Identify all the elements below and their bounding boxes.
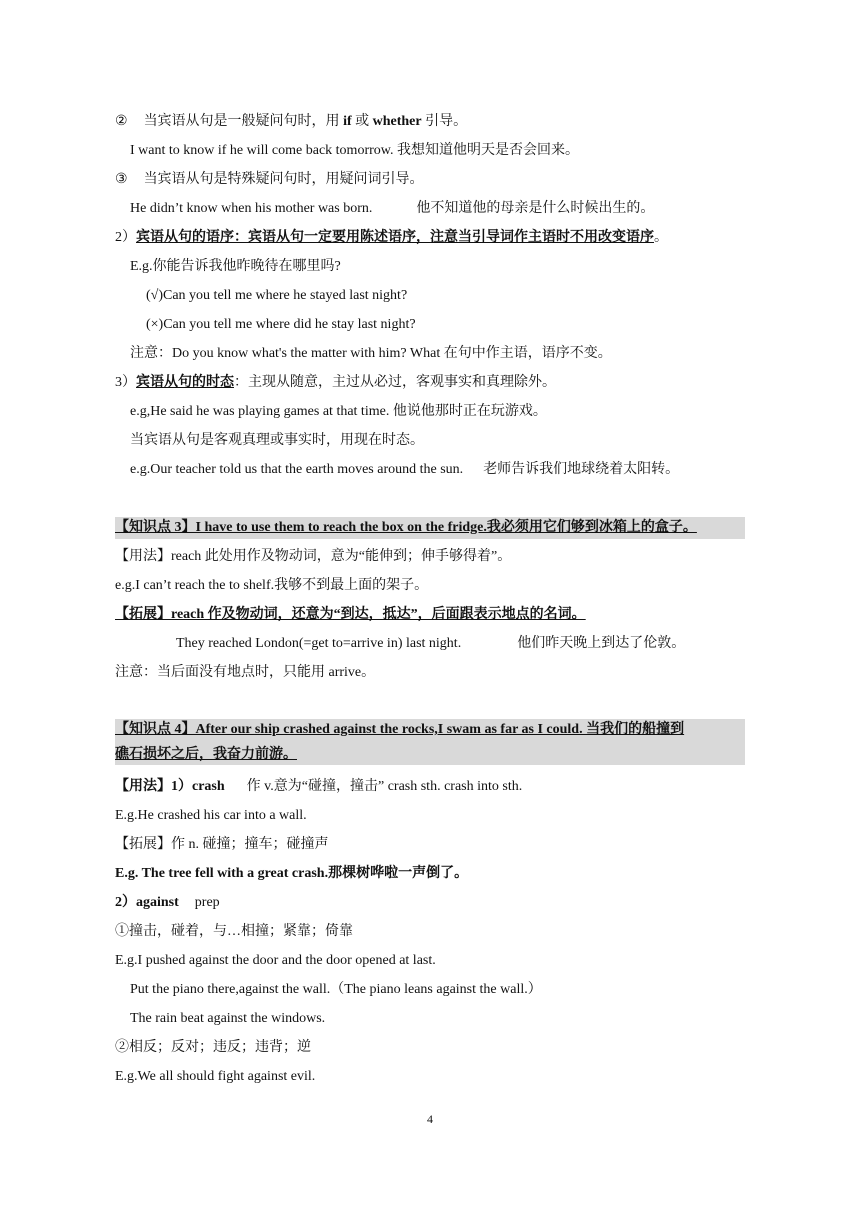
rule-heading: 宾语从句的语序：宾语从句一定要用陈述语序，注意当引导词作主语时不用改变语序 xyxy=(136,230,654,245)
text: 作 v.意为“碰撞，撞击” crash sth. crash into sth. xyxy=(246,779,523,794)
example-line: E.g.We all should fight against evil. xyxy=(115,1069,316,1084)
example-zh: 他们昨天晚上到达了伦敦。 xyxy=(517,636,686,651)
example-line: The rain beat against the windows. xyxy=(130,1011,326,1026)
example-line xyxy=(176,634,685,654)
usage-line xyxy=(115,777,522,797)
text-line: 当宾语从句是客观真理或事实时，用现在时态。 xyxy=(130,433,424,448)
example-line: E.g.He crashed his car into a wall. xyxy=(115,808,307,823)
keyword-if: if xyxy=(343,114,352,129)
meaning-line: ②相反；反对；违反；违背；逆 xyxy=(115,1040,311,1055)
knowledge-point-3-heading: 【知识点 3】I have to use them to reach the box on the fridge.我必须用它们够到冰箱上的盒子。 xyxy=(115,520,697,535)
sub-heading xyxy=(115,893,220,913)
text: 引导。 xyxy=(421,114,468,129)
extension-line: 【拓展】作 n. 碰撞；撞车；碰撞声 xyxy=(115,837,329,852)
circle-number: ③ xyxy=(115,172,128,187)
rule-tense xyxy=(115,373,556,393)
rule-number: 2） xyxy=(115,230,136,245)
knowledge-point-4-heading: 【知识点 4】After our ship crashed against the rocks,I swam as far as I could. 当我们的船撞到 xyxy=(115,722,685,737)
item-circle-2 xyxy=(115,112,467,132)
example-en: e.g.Our teacher told us that the earth moves around the sun. xyxy=(130,462,464,477)
example-line xyxy=(130,199,654,219)
example-en: They reached London(=get to=arrive in) last night. xyxy=(176,636,462,651)
example-line: E.g.你能告诉我他昨晚待在哪里吗? xyxy=(130,259,341,274)
knowledge-point-4-heading-cont: 礁石损坏之后，我奋力前游。 xyxy=(115,747,297,762)
example-wrong: (×)Can you tell me where did he stay last night? xyxy=(146,317,416,332)
text: 当宾语从句是特殊疑问句时，用疑问词引导。 xyxy=(143,172,424,187)
item-circle-3 xyxy=(115,170,424,190)
meaning-line: ①撞击，碰着，与…相撞；紧靠；倚靠 xyxy=(115,924,353,939)
example-line: e.g,He said he was playing games at that time. 他说他那时正在玩游戏。 xyxy=(130,404,547,419)
example-en: He didn’t know when his mother was born. xyxy=(130,201,373,216)
usage-line: 【用法】reach 此处用作及物动词，意为“能伸到；伸手够得着”。 xyxy=(115,549,512,564)
example-zh: 他不知道他的母亲是什么时候出生的。 xyxy=(416,201,655,216)
usage-label: 【用法】1）crash xyxy=(115,779,225,794)
circle-number: ② xyxy=(115,114,128,129)
rule-word-order xyxy=(115,228,668,248)
rule-number: 3） xyxy=(115,375,136,390)
note-line: 注意：当后面没有地点时，只能用 arrive。 xyxy=(115,665,376,680)
keyword-whether: whether xyxy=(372,114,422,129)
keyword-against: 2）against xyxy=(115,895,179,910)
example-line: E.g. The tree fell with a great crash.那棵树哗啦一声倒了。 xyxy=(115,866,469,881)
text: 当宾语从句是一般疑问句时，用 xyxy=(143,114,344,129)
example-line: E.g.I pushed against the door and the door opened at last. xyxy=(115,953,436,968)
text: 或 xyxy=(351,114,373,129)
note-line: 注意：Do you know what's the matter with him? What 在句中作主语，语序不变。 xyxy=(130,346,612,361)
example-line: e.g.I can’t reach the to shelf.我够不到最上面的架子。 xyxy=(115,578,429,593)
text: 。 xyxy=(654,230,668,245)
example-line: I want to know if he will come back tomorrow. 我想知道他明天是否会回来。 xyxy=(130,143,579,158)
text: ：主现从随意，主过从必过，客观事实和真理除外。 xyxy=(234,375,556,390)
example-line xyxy=(130,460,679,480)
extension-heading: 【拓展】reach 作及物动词，还意为“到达，抵达”，后面跟表示地点的名词。 xyxy=(115,607,586,622)
example-correct: (√)Can you tell me where he stayed last night? xyxy=(146,288,408,303)
part-of-speech: prep xyxy=(194,895,220,910)
example-line: Put the piano there,against the wall.（The piano leans against the wall.） xyxy=(130,982,542,997)
rule-heading: 宾语从句的时态 xyxy=(136,375,234,390)
page-number: 4 xyxy=(427,1112,433,1126)
example-zh: 老师告诉我们地球绕着太阳转。 xyxy=(483,462,680,477)
